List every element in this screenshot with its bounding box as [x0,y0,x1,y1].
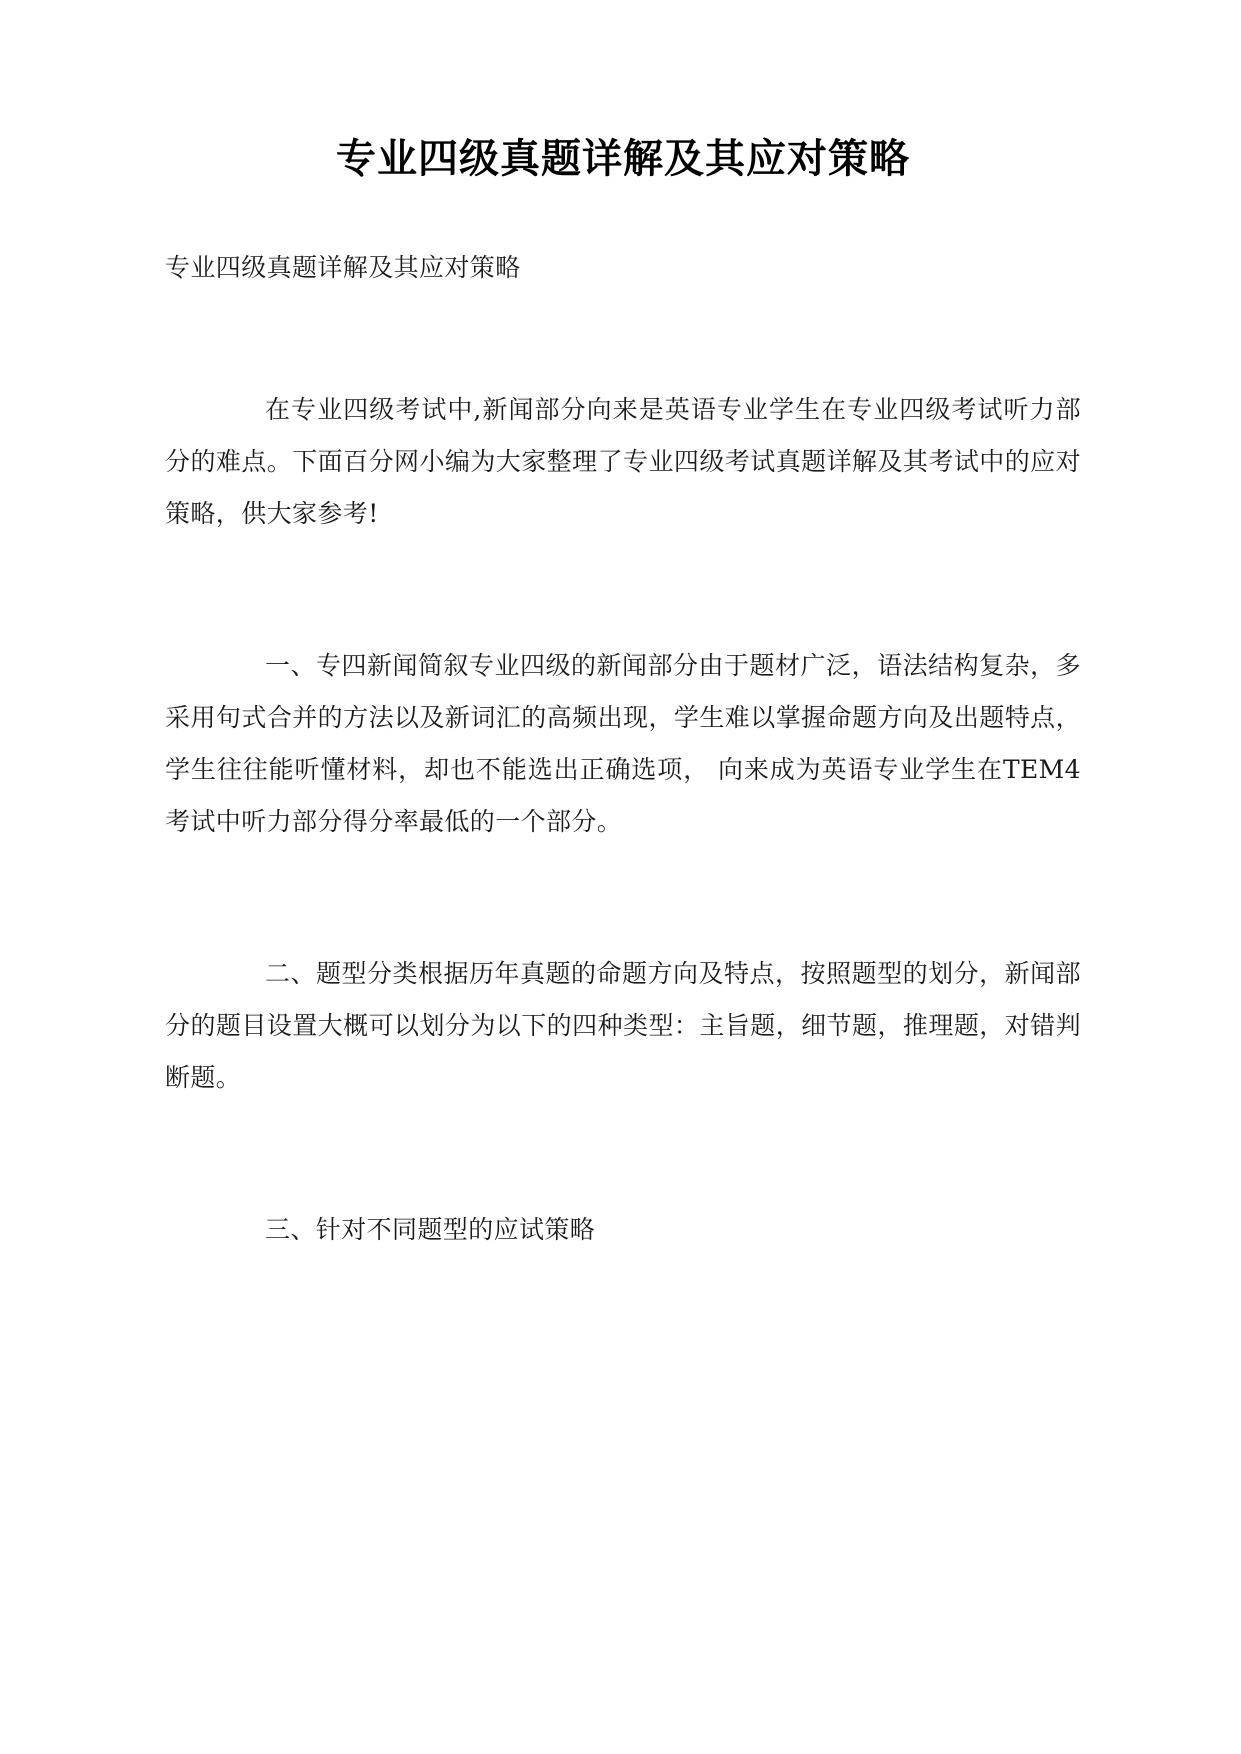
spacer [165,882,1081,948]
paragraph-section-three: 三、针对不同题型的应试策略 [265,1215,596,1244]
page-title: 专业四级真题详解及其应对策略 [336,135,910,182]
paragraph-section-one: 一、专四新闻简叙专业四级的新闻部分由于题材广泛，语法结构复杂，多采用句式合并的方法以及新词汇的高频出现，学生难以掌握命题方向及出题特点，学生往往能听懂材料，却也不能选出正确选项， 向来成为英语专业学生在TEM4考试中听力部分得分率最低的一个部分。 [165,651,1081,836]
paragraph-intro: 在专业四级考试中,新闻部分向来是英语专业学生在专业四级考试听力部分的难点。下面百分网小编为大家整理了专业四级考试真题详解及其考试中的应对策略，供大家参考! [165,395,1081,528]
spacer [165,1138,1081,1204]
paragraph-section-two: 二、题型分类根据历年真题的命题方向及特点，按照题型的划分，新闻部分的题目设置大概可以划分为以下的四种类型：主旨题，细节题，推理题，对错判断题。 [165,959,1081,1092]
spacer [165,350,1081,384]
document-subtitle: 专业四级真题详解及其应对策略 [165,253,521,282]
spacer [165,574,1081,640]
